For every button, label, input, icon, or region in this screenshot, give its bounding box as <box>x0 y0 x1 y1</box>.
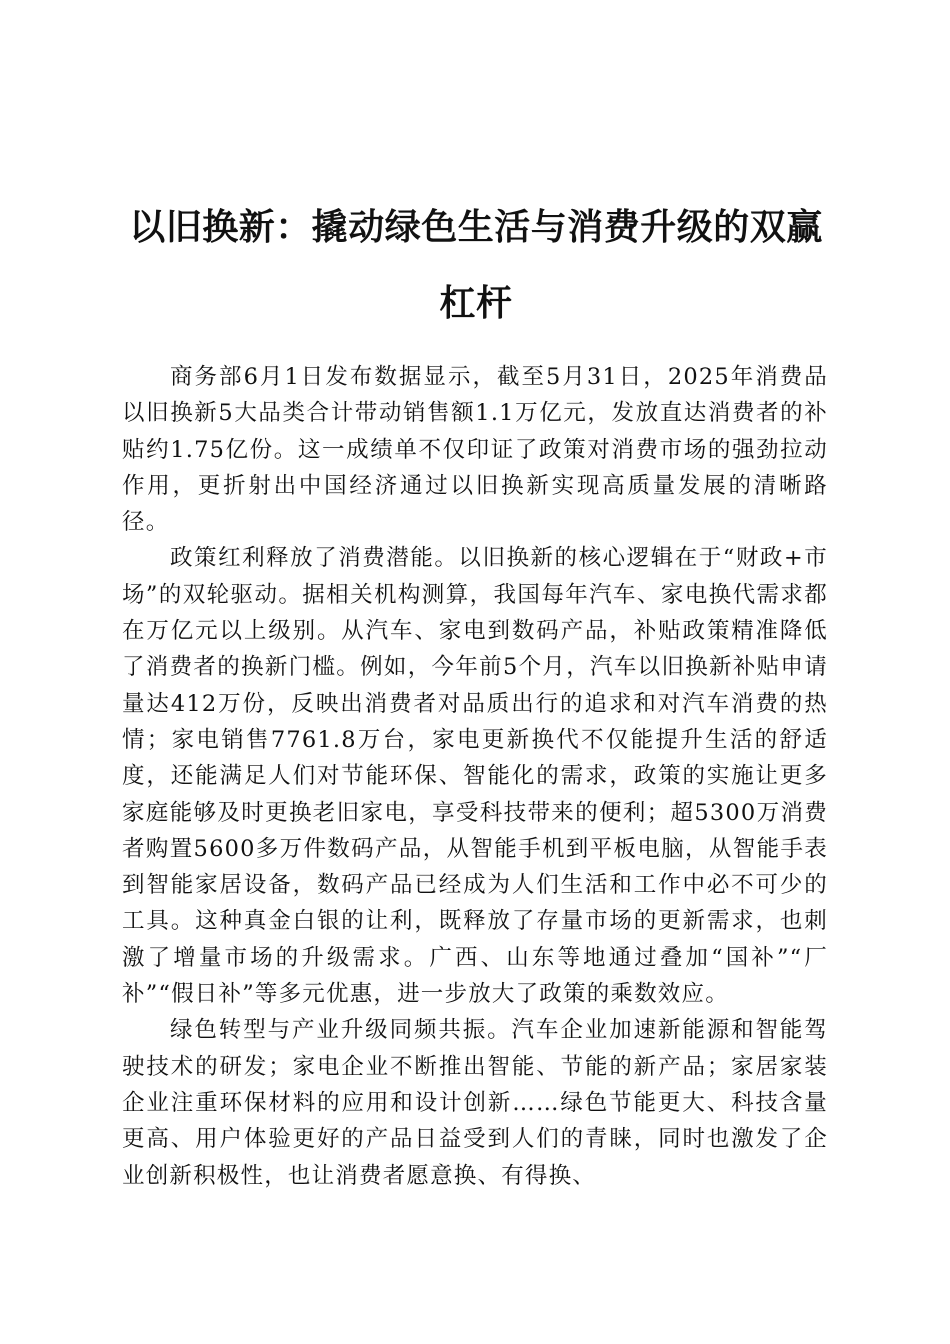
paragraph-1: 商务部6月1日发布数据显示，截至5月31日，2025年消费品以旧换新5大品类合计带动销售额1.1万亿元，发放直达消费者的补贴约1.75亿份。这一成绩单不仅印证了政策对消费市场的强劲拉动作用，更折射出中国经济通过以旧换新实现高质量发展的清晰路径。 <box>122 364 828 536</box>
paragraph-3: 绿色转型与产业升级同频共振。汽车企业加速新能源和智能驾驶技术的研发；家电企业不断推出智能、节能的新产品；家居家装企业注重环保材料的应用和设计创新……绿色节能更大、科技含量更高、用户体验更好的产品日益受到人们的青睐，同时也激发了企业创新积极性，也让消费者愿意换、有得换、 <box>122 1017 828 1189</box>
document-title: 以旧换新：撬动绿色生活与消费升级的双赢杠杆 <box>129 207 823 324</box>
paragraph-2: 政策红利释放了消费潜能。以旧换新的核心逻辑在于“财政+市场”的双轮驱动。据相关机构测算，我国每年汽车、家电换代需求都在万亿元以上级别。从汽车、家电到数码产品，补贴政策精准降低了消费者的换新门槛。例如，今年前5个月，汽车以旧换新补贴申请量达412万份，反映出消费者对品质出行的追求和对汽车消费的热情；家电销售7761.8万台，家电更新换代不仅能提升生活的舒适度，还能满足人们对节能环保、智能化的需求，政策的实施让更多家庭能够及时更换老旧家电，享受科技带来的便利；超5300万消费者购置5600多万件数码产品，从智能手机到平板电脑，从智能手表到智能家居设备，数码产品已经成为人们生活和工作中必不可少的工具。这种真金白银的让利，既释放了存量市场的更新需求，也刺激了增量市场的升级需求。广西、山东等地通过叠加“国补”“厂补”“假日补”等多元优惠，进一步放大了政策的乘数效应。 <box>122 545 828 1008</box>
document-body <box>122 359 828 1194</box>
